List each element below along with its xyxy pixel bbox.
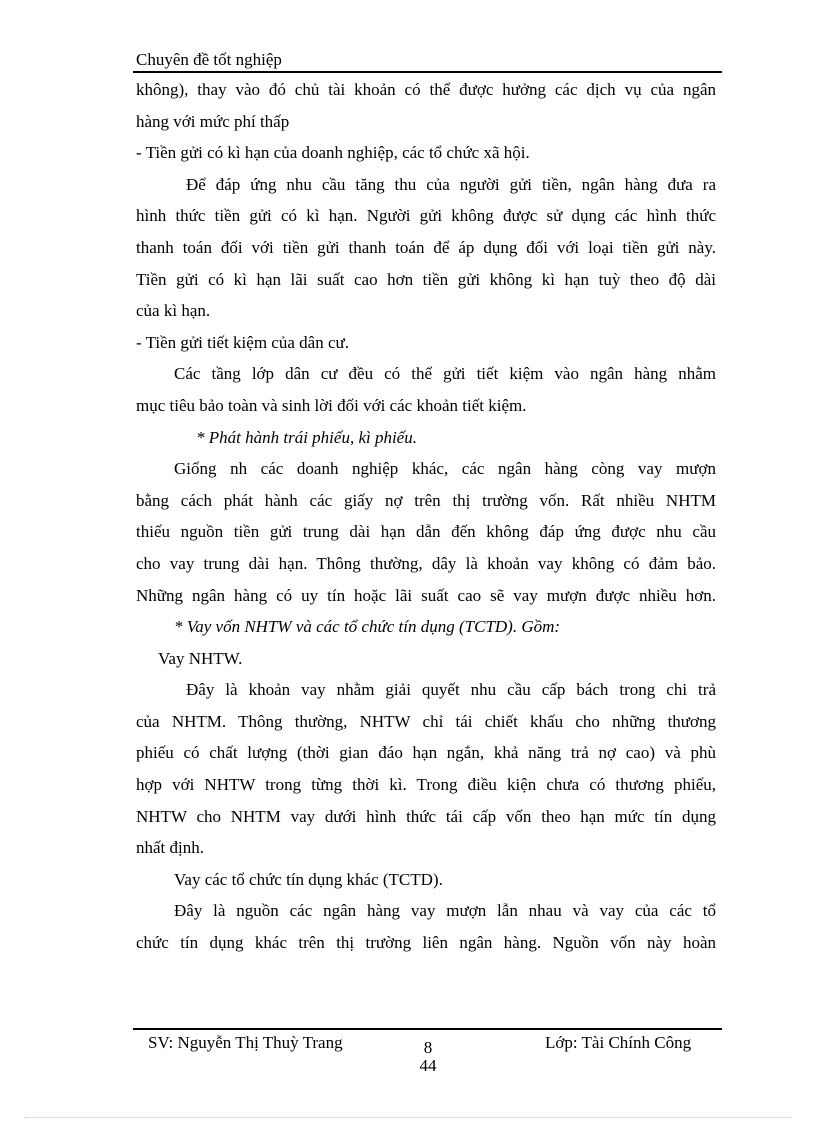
text-line: nhất định. xyxy=(136,838,204,858)
header-rule xyxy=(133,71,722,73)
subheading: Vay các tổ chức tín dụng khác (TCTD). xyxy=(174,869,443,889)
page-bottom-dotted-line xyxy=(24,1117,792,1118)
text-line: không), thay vào đó chủ tài khoản có thể được hưởng các dịch vụ của ngân xyxy=(136,80,716,99)
text-line: của NHTM. Thông thường, NHTW chỉ tái chiết khấu cho những thương xyxy=(136,711,716,731)
text-line: hợp với NHTW trong từng thời kì. Trong điều kiện chưa có thương phiếu, xyxy=(136,775,716,795)
page-number xyxy=(416,1039,440,1075)
text-line: chức tín dụng khác trên thị trường liên ngân hàng. Nguồn vốn này hoàn xyxy=(136,933,716,953)
text-line: cho vay trung dài hạn. Thông thường, dây là khoản vay không có đảm bảo. xyxy=(136,553,716,573)
text-line: Để đáp ứng nhu cầu tăng thu của người gửi tiền, ngân hàng đưa ra xyxy=(186,174,716,194)
section-heading: * Vay vốn NHTW và các tổ chức tín dụng (TCTD). Gồm: xyxy=(174,617,561,637)
page-number-bottom: 44 xyxy=(419,1056,437,1075)
text-line: thanh toán đối với tiền gửi thanh toán để áp dụng đối với loại tiền gửi này. xyxy=(136,237,716,257)
text-line: NHTW cho NHTM vay dưới hình thức tái cấp vốn theo hạn mức tín dụng xyxy=(136,806,716,826)
footer-student: SV: Nguyễn Thị Thuỳ Trang xyxy=(148,1033,343,1052)
text-line: - Tiền gửi có kì hạn của doanh nghiệp, các tổ chức xã hội. xyxy=(136,143,530,163)
text-line: Đây là nguồn các ngân hàng vay mượn lẫn nhau và vay của các tổ xyxy=(174,901,716,921)
footer-class: Lớp: Tài Chính Công xyxy=(545,1033,692,1052)
text-line: Giống nh các doanh nghiệp khác, các ngân hàng còng vay mượn xyxy=(174,459,716,479)
text-line: thiếu nguồn tiền gửi trung dài hạn dẫn đến không đáp ứng được nhu cầu xyxy=(136,522,716,542)
text-line: hàng với mức phí thấp xyxy=(136,111,290,131)
text-line: của kì hạn. xyxy=(136,301,211,321)
subheading: Vay NHTW. xyxy=(158,648,243,668)
page-header-title: Chuyên đề tốt nghiệp xyxy=(136,50,282,69)
text-line: bằng cách phát hành các giấy nợ trên thị trường vốn. Rất nhiều NHTM xyxy=(136,490,716,510)
text-line: Những ngân hàng có uy tín hoặc lãi suất cao sẽ vay mượn được nhiều hơn. xyxy=(136,585,716,605)
text-line: Tiền gửi có kì hạn lãi suất cao hơn tiền gửi không kì hạn tuỳ theo độ dài xyxy=(136,269,716,289)
text-line: Các tầng lớp dân cư đều có thể gửi tiết kiệm vào ngân hàng nhằm xyxy=(174,364,716,384)
text-line: - Tiền gửi tiết kiệm của dân cư. xyxy=(136,332,349,352)
footer-rule xyxy=(133,1028,722,1030)
page-number-top: 8 xyxy=(423,1038,433,1057)
text-line: Đây là khoản vay nhằm giải quyết nhu cầu cấp bách trong chi trả xyxy=(186,680,716,700)
text-line: mục tiêu bảo toàn và sinh lời đối với các khoản tiết kiệm. xyxy=(136,395,527,415)
text-line: hình thức tiền gửi có kì hạn. Người gửi không được sử dụng các hình thức xyxy=(136,206,716,226)
section-heading: * Phát hành trái phiếu, kì phiếu. xyxy=(196,427,417,447)
body-text xyxy=(136,74,716,959)
text-line: phiếu có chất lượng (thời gian đáo hạn ngắn, khả năng trả nợ cao) và phù xyxy=(136,743,716,763)
